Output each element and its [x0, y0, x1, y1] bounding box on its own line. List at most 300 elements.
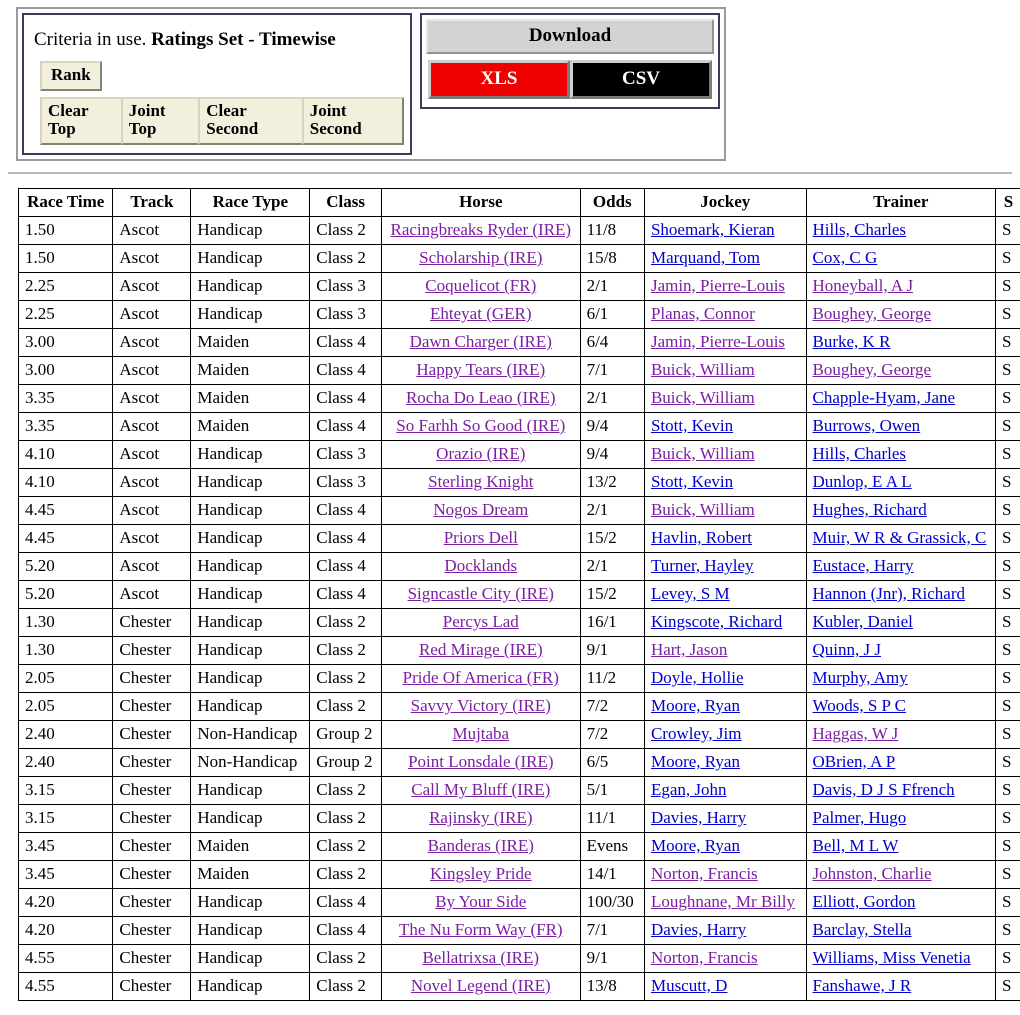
cell-trainer-link[interactable]: Honeyball, A J — [812, 276, 914, 295]
cell-jockey[interactable] — [644, 777, 806, 805]
cell-trainer[interactable] — [806, 217, 996, 245]
cell-odds: 11/2 — [580, 665, 644, 693]
cell-horse[interactable] — [381, 273, 580, 301]
cell-extra: S — [996, 581, 1020, 609]
cell-race-type: Maiden — [191, 861, 310, 889]
cell-trainer[interactable] — [806, 385, 996, 413]
cell-trainer-link[interactable]: Hannon (Jnr), Richard — [812, 584, 966, 603]
table-row — [19, 413, 1020, 441]
cell-trainer-link[interactable]: Davis, D J S Ffrench — [812, 780, 955, 799]
cell-horse-link[interactable]: Dawn Charger (IRE) — [409, 332, 552, 351]
cell-trainer-link[interactable]: Muir, W R & Grassick, C — [812, 528, 987, 547]
header-class[interactable]: Class — [310, 189, 382, 217]
cell-race-time: 3.15 — [19, 777, 113, 805]
cell-extra: S — [996, 329, 1020, 357]
header-extra[interactable]: S — [996, 189, 1020, 217]
cell-horse-link[interactable]: By Your Side — [435, 892, 527, 911]
cell-extra: S — [996, 861, 1020, 889]
cell-extra: S — [996, 413, 1020, 441]
cell-race-time: 3.00 — [19, 357, 113, 385]
cell-odds: 13/8 — [580, 973, 644, 1001]
cell-extra: S — [996, 833, 1020, 861]
cell-jockey[interactable] — [644, 413, 806, 441]
cell-trainer[interactable] — [806, 441, 996, 469]
criteria-set-label: Ratings Set - Timewise — [151, 29, 336, 50]
cell-horse[interactable] — [381, 889, 580, 917]
cell-trainer[interactable] — [806, 637, 996, 665]
cell-jockey-link[interactable]: Jamin, Pierre-Louis — [650, 276, 786, 295]
cell-class: Class 3 — [310, 469, 382, 497]
cell-track: Ascot — [113, 441, 191, 469]
rank-row — [40, 61, 402, 91]
cell-horse-link[interactable]: Orazio (IRE) — [436, 444, 526, 463]
cell-horse[interactable] — [381, 357, 580, 385]
cell-race-type: Maiden — [191, 413, 310, 441]
cell-class: Group 2 — [310, 721, 382, 749]
cell-horse-link[interactable]: Coquelicot (FR) — [425, 276, 537, 295]
cell-race-type: Non-Handicap — [191, 721, 310, 749]
cell-race-time: 3.45 — [19, 861, 113, 889]
cell-race-type: Handicap — [191, 273, 310, 301]
cell-odds: 14/1 — [580, 861, 644, 889]
cell-jockey[interactable] — [644, 273, 806, 301]
cell-horse[interactable] — [381, 973, 580, 1001]
cell-horse-link[interactable]: Happy Tears (IRE) — [416, 360, 546, 379]
cell-track: Ascot — [113, 245, 191, 273]
cell-odds: 7/1 — [580, 917, 644, 945]
cell-horse-link[interactable]: Mujtaba — [452, 724, 510, 743]
cell-class: Class 3 — [310, 301, 382, 329]
cell-horse[interactable] — [381, 329, 580, 357]
cell-trainer-link[interactable]: Hills, Charles — [812, 444, 907, 463]
cell-trainer-link[interactable]: Bell, M L W — [812, 836, 899, 855]
cell-jockey[interactable] — [644, 497, 806, 525]
cell-horse-link[interactable]: Docklands — [444, 556, 518, 575]
cell-race-type: Handicap — [191, 497, 310, 525]
cell-race-type: Handicap — [191, 301, 310, 329]
table-row — [19, 693, 1020, 721]
cell-jockey-link[interactable]: Buick, William — [650, 500, 755, 519]
cell-horse[interactable] — [381, 385, 580, 413]
table-row — [19, 301, 1020, 329]
cell-horse-link[interactable]: Rocha Do Leao (IRE) — [405, 388, 556, 407]
cell-trainer[interactable] — [806, 721, 996, 749]
cell-horse-link[interactable]: Banderas (IRE) — [427, 836, 534, 855]
cell-race-time: 1.50 — [19, 217, 113, 245]
cell-race-type: Handicap — [191, 609, 310, 637]
cell-jockey[interactable] — [644, 749, 806, 777]
cell-horse[interactable] — [381, 609, 580, 637]
cell-trainer-link[interactable]: Haggas, W J — [812, 724, 899, 743]
cell-horse-link[interactable]: Kingsley Pride — [430, 864, 532, 883]
table-row — [19, 749, 1020, 777]
cell-horse[interactable] — [381, 217, 580, 245]
header-track[interactable]: Track — [113, 189, 191, 217]
table-row — [19, 497, 1020, 525]
cell-jockey[interactable] — [644, 721, 806, 749]
cell-horse[interactable] — [381, 693, 580, 721]
section-divider — [8, 172, 1012, 174]
table-row — [19, 861, 1020, 889]
cell-jockey[interactable] — [644, 833, 806, 861]
table-row — [19, 777, 1020, 805]
table-row — [19, 833, 1020, 861]
cell-trainer-link[interactable]: Hills, Charles — [812, 220, 907, 239]
cell-horse-link[interactable]: Ehteyat (GER) — [430, 304, 532, 323]
cell-jockey-link[interactable]: Moore, Ryan — [650, 696, 740, 715]
cell-jockey-link[interactable]: Hart, Jason — [650, 640, 728, 659]
cell-track: Ascot — [113, 553, 191, 581]
table-row — [19, 917, 1020, 945]
cell-race-time: 1.50 — [19, 245, 113, 273]
cell-trainer[interactable] — [806, 693, 996, 721]
cell-trainer[interactable] — [806, 553, 996, 581]
cell-jockey-link[interactable]: Norton, Francis — [650, 948, 758, 967]
cell-horse[interactable] — [381, 749, 580, 777]
criteria-prefix: Criteria in use. — [34, 29, 147, 50]
table-row — [19, 945, 1020, 973]
cell-horse-link[interactable]: Nogos Dream — [433, 500, 529, 519]
cell-jockey[interactable] — [644, 889, 806, 917]
cell-jockey-link[interactable]: Shoemark, Kieran — [650, 220, 775, 239]
cell-class: Class 2 — [310, 861, 382, 889]
cell-extra: S — [996, 217, 1020, 245]
header-race-type[interactable]: Race Type — [191, 189, 310, 217]
cell-jockey-link[interactable]: Moore, Ryan — [650, 752, 740, 771]
cell-horse-link[interactable]: Priors Dell — [443, 528, 518, 547]
cell-trainer-link[interactable]: OBrien, A P — [812, 752, 896, 771]
cell-jockey-link[interactable]: Davies, Harry — [650, 808, 747, 827]
cell-track: Chester — [113, 833, 191, 861]
cell-trainer[interactable] — [806, 497, 996, 525]
cell-trainer-link[interactable]: Dunlop, E A L — [812, 472, 912, 491]
cell-jockey[interactable] — [644, 553, 806, 581]
cell-trainer[interactable] — [806, 609, 996, 637]
cell-odds: 11/1 — [580, 805, 644, 833]
cell-race-time: 3.35 — [19, 385, 113, 413]
cell-trainer-link[interactable]: Eustace, Harry — [812, 556, 914, 575]
cell-horse[interactable] — [381, 497, 580, 525]
cell-horse[interactable] — [381, 301, 580, 329]
cell-jockey[interactable] — [644, 693, 806, 721]
cell-trainer[interactable] — [806, 749, 996, 777]
cell-jockey[interactable] — [644, 357, 806, 385]
cell-horse-link[interactable]: Savvy Victory (IRE) — [410, 696, 551, 715]
cell-horse[interactable] — [381, 581, 580, 609]
cell-trainer-link[interactable]: Kubler, Daniel — [812, 612, 913, 631]
cell-race-time: 4.45 — [19, 497, 113, 525]
cell-extra: S — [996, 245, 1020, 273]
cell-trainer-link[interactable]: Quinn, J J — [812, 640, 881, 659]
cell-odds: 15/2 — [580, 581, 644, 609]
cell-jockey[interactable] — [644, 917, 806, 945]
cell-race-type: Handicap — [191, 805, 310, 833]
cell-class: Class 4 — [310, 497, 382, 525]
cell-trainer[interactable] — [806, 889, 996, 917]
table-row — [19, 385, 1020, 413]
cell-trainer[interactable] — [806, 833, 996, 861]
cell-class: Class 4 — [310, 413, 382, 441]
cell-jockey[interactable] — [644, 441, 806, 469]
cell-jockey-link[interactable]: Jamin, Pierre-Louis — [650, 332, 786, 351]
cell-horse-link[interactable]: Sterling Knight — [428, 472, 534, 491]
cell-jockey[interactable] — [644, 301, 806, 329]
cell-trainer-link[interactable]: Palmer, Hugo — [812, 808, 907, 827]
cell-horse-link[interactable]: Percys Lad — [442, 612, 519, 631]
table-row — [19, 525, 1020, 553]
cell-horse-link[interactable]: Red Mirage (IRE) — [418, 640, 543, 659]
cell-race-time: 4.20 — [19, 889, 113, 917]
cell-class: Class 4 — [310, 917, 382, 945]
cell-horse[interactable] — [381, 553, 580, 581]
cell-jockey[interactable] — [644, 245, 806, 273]
cell-jockey[interactable] — [644, 217, 806, 245]
cell-horse[interactable] — [381, 245, 580, 273]
cell-jockey[interactable] — [644, 469, 806, 497]
cell-trainer[interactable] — [806, 973, 996, 1001]
cell-trainer-link[interactable]: Hughes, Richard — [812, 500, 927, 519]
download-csv-button[interactable]: CSV — [570, 60, 712, 99]
cell-trainer[interactable] — [806, 469, 996, 497]
cell-class: Class 3 — [310, 441, 382, 469]
header-trainer[interactable]: Trainer — [806, 189, 996, 217]
cell-jockey-link[interactable]: Norton, Francis — [650, 864, 758, 883]
cell-class: Group 2 — [310, 749, 382, 777]
cell-horse-link[interactable]: So Farhh So Good (IRE) — [396, 416, 566, 435]
cell-track: Chester — [113, 693, 191, 721]
cell-odds: 2/1 — [580, 385, 644, 413]
cell-trainer-link[interactable]: Boughey, George — [812, 360, 932, 379]
cell-trainer[interactable] — [806, 273, 996, 301]
cell-jockey-link[interactable]: Moore, Ryan — [650, 836, 740, 855]
cell-odds: 6/4 — [580, 329, 644, 357]
cell-extra: S — [996, 441, 1020, 469]
cell-race-time: 4.10 — [19, 469, 113, 497]
cell-race-type: Handicap — [191, 553, 310, 581]
cell-trainer[interactable] — [806, 329, 996, 357]
cell-class: Class 2 — [310, 637, 382, 665]
cell-track: Chester — [113, 777, 191, 805]
cell-trainer-link[interactable]: Chapple-Hyam, Jane — [812, 388, 956, 407]
header-race-time[interactable]: Race Time — [19, 189, 113, 217]
cell-race-time: 2.25 — [19, 273, 113, 301]
cell-trainer[interactable] — [806, 301, 996, 329]
cell-horse[interactable] — [381, 833, 580, 861]
cell-track: Chester — [113, 973, 191, 1001]
header-jockey[interactable]: Jockey — [644, 189, 806, 217]
header-odds[interactable]: Odds — [580, 189, 644, 217]
cell-trainer[interactable] — [806, 245, 996, 273]
cell-jockey-link[interactable]: Buick, William — [650, 388, 755, 407]
cell-class: Class 2 — [310, 609, 382, 637]
joint-second-button[interactable]: Joint Second — [302, 97, 404, 145]
cell-trainer[interactable] — [806, 861, 996, 889]
cell-race-time: 1.30 — [19, 609, 113, 637]
cell-horse-link[interactable]: Point Lonsdale (IRE) — [408, 752, 554, 771]
cell-race-type: Maiden — [191, 357, 310, 385]
cell-trainer-link[interactable]: Boughey, George — [812, 304, 932, 323]
cell-class: Class 2 — [310, 805, 382, 833]
cell-extra: S — [996, 693, 1020, 721]
cell-trainer-link[interactable]: Williams, Miss Venetia — [812, 948, 971, 967]
cell-class: Class 2 — [310, 973, 382, 1001]
clear-top-button[interactable]: Clear Top — [40, 97, 123, 145]
cell-trainer-link[interactable]: Fanshawe, J R — [812, 976, 912, 995]
cell-jockey-link[interactable]: Buick, William — [650, 360, 755, 379]
cell-trainer[interactable] — [806, 581, 996, 609]
cell-horse-link[interactable]: Racingbreaks Ryder (IRE) — [390, 220, 572, 239]
download-box — [420, 13, 720, 109]
cell-odds: 13/2 — [580, 469, 644, 497]
cell-jockey[interactable] — [644, 525, 806, 553]
header-horse[interactable]: Horse — [381, 189, 580, 217]
download-header-button[interactable]: Download — [426, 19, 714, 54]
table-row — [19, 329, 1020, 357]
cell-odds: 15/2 — [580, 525, 644, 553]
cell-race-time: 5.20 — [19, 553, 113, 581]
cell-horse-link[interactable]: Signcastle City (IRE) — [407, 584, 554, 603]
cell-jockey-link[interactable]: Stott, Kevin — [650, 472, 734, 491]
cell-jockey[interactable] — [644, 945, 806, 973]
table-row — [19, 973, 1020, 1001]
cell-horse-link[interactable]: The Nu Form Way (FR) — [398, 920, 563, 939]
rank-button[interactable]: Rank — [40, 61, 102, 91]
cell-jockey-link[interactable]: Buick, William — [650, 444, 755, 463]
table-row — [19, 637, 1020, 665]
cell-jockey[interactable] — [644, 385, 806, 413]
cell-race-time: 5.20 — [19, 581, 113, 609]
cell-horse[interactable] — [381, 637, 580, 665]
cell-horse[interactable] — [381, 861, 580, 889]
cell-trainer[interactable] — [806, 777, 996, 805]
cell-class: Class 2 — [310, 945, 382, 973]
cell-horse[interactable] — [381, 805, 580, 833]
cell-horse[interactable] — [381, 777, 580, 805]
cell-race-type: Maiden — [191, 329, 310, 357]
cell-trainer[interactable] — [806, 413, 996, 441]
download-xls-button[interactable]: XLS — [428, 60, 570, 99]
cell-trainer[interactable] — [806, 917, 996, 945]
cell-odds: 2/1 — [580, 273, 644, 301]
cell-track: Chester — [113, 637, 191, 665]
cell-trainer-link[interactable]: Burrows, Owen — [812, 416, 921, 435]
cell-trainer-link[interactable]: Woods, S P C — [812, 696, 906, 715]
cell-track: Chester — [113, 749, 191, 777]
cell-jockey-link[interactable]: Egan, John — [650, 780, 727, 799]
cell-horse[interactable] — [381, 525, 580, 553]
cell-horse-link[interactable]: Bellatrixsa (IRE) — [422, 948, 540, 967]
cell-extra: S — [996, 357, 1020, 385]
cell-odds: 6/1 — [580, 301, 644, 329]
cell-horse-link[interactable]: Call My Bluff (IRE) — [411, 780, 551, 799]
cell-jockey[interactable] — [644, 805, 806, 833]
cell-race-type: Handicap — [191, 693, 310, 721]
cell-jockey[interactable] — [644, 861, 806, 889]
cell-horse-link[interactable]: Scholarship (IRE) — [419, 248, 543, 267]
cell-extra: S — [996, 385, 1020, 413]
joint-top-button[interactable]: Joint Top — [121, 97, 201, 145]
cell-jockey-link[interactable]: Kingscote, Richard — [650, 612, 783, 631]
cell-race-type: Handicap — [191, 217, 310, 245]
cell-class: Class 2 — [310, 693, 382, 721]
cell-jockey-link[interactable]: Crowley, Jim — [650, 724, 742, 743]
cell-trainer[interactable] — [806, 805, 996, 833]
cell-trainer[interactable] — [806, 945, 996, 973]
cell-extra: S — [996, 553, 1020, 581]
cell-horse-link[interactable]: Pride Of America (FR) — [402, 668, 559, 687]
table-row — [19, 553, 1020, 581]
cell-jockey-link[interactable]: Planas, Connor — [650, 304, 755, 323]
cell-class: Class 2 — [310, 217, 382, 245]
cell-jockey[interactable] — [644, 665, 806, 693]
cell-odds: 5/1 — [580, 777, 644, 805]
cell-horse[interactable] — [381, 469, 580, 497]
cell-horse[interactable] — [381, 917, 580, 945]
cell-jockey-link[interactable]: Doyle, Hollie — [650, 668, 744, 687]
cell-jockey[interactable] — [644, 329, 806, 357]
cell-track: Ascot — [113, 301, 191, 329]
cell-horse[interactable] — [381, 413, 580, 441]
cell-race-time: 1.30 — [19, 637, 113, 665]
cell-jockey-link[interactable]: Levey, S M — [650, 584, 730, 603]
cell-trainer[interactable] — [806, 357, 996, 385]
cell-trainer-link[interactable]: Murphy, Amy — [812, 668, 908, 687]
table-row — [19, 889, 1020, 917]
cell-jockey-link[interactable]: Turner, Hayley — [650, 556, 754, 575]
cell-odds: 16/1 — [580, 609, 644, 637]
cell-horse[interactable] — [381, 945, 580, 973]
cell-race-type: Handicap — [191, 581, 310, 609]
cell-jockey[interactable] — [644, 973, 806, 1001]
cell-class: Class 2 — [310, 245, 382, 273]
cell-trainer-link[interactable]: Cox, C G — [812, 248, 878, 267]
cell-track: Chester — [113, 609, 191, 637]
cell-horse-link[interactable]: Rajinsky (IRE) — [429, 808, 533, 827]
cell-horse-link[interactable]: Novel Legend (IRE) — [410, 976, 551, 995]
cell-trainer[interactable] — [806, 525, 996, 553]
cell-trainer[interactable] — [806, 665, 996, 693]
table-row — [19, 805, 1020, 833]
clear-second-button[interactable]: Clear Second — [198, 97, 303, 145]
cell-jockey[interactable] — [644, 637, 806, 665]
cell-trainer-link[interactable]: Barclay, Stella — [812, 920, 912, 939]
cell-trainer-link[interactable]: Elliott, Gordon — [812, 892, 916, 911]
cell-jockey-link[interactable]: Marquand, Tom — [650, 248, 760, 267]
cell-jockey-link[interactable]: Havlin, Robert — [650, 528, 752, 547]
cell-track: Ascot — [113, 497, 191, 525]
cell-trainer-link[interactable]: Johnston, Charlie — [812, 864, 932, 883]
cell-jockey-link[interactable]: Muscutt, D — [650, 976, 728, 995]
cell-race-type: Handicap — [191, 973, 310, 1001]
cell-jockey[interactable] — [644, 581, 806, 609]
cell-jockey-link[interactable]: Stott, Kevin — [650, 416, 734, 435]
cell-jockey-link[interactable]: Davies, Harry — [650, 920, 747, 939]
cell-extra: S — [996, 973, 1020, 1001]
cell-extra: S — [996, 665, 1020, 693]
cell-extra: S — [996, 917, 1020, 945]
cell-track: Chester — [113, 861, 191, 889]
cell-horse[interactable] — [381, 441, 580, 469]
cell-extra: S — [996, 525, 1020, 553]
cell-jockey[interactable] — [644, 609, 806, 637]
cell-horse[interactable] — [381, 665, 580, 693]
cell-trainer-link[interactable]: Burke, K R — [812, 332, 891, 351]
cell-jockey-link[interactable]: Loughnane, Mr Billy — [650, 892, 795, 911]
table-header-row — [19, 189, 1020, 217]
cell-extra: S — [996, 889, 1020, 917]
cell-extra: S — [996, 721, 1020, 749]
cell-horse[interactable] — [381, 721, 580, 749]
